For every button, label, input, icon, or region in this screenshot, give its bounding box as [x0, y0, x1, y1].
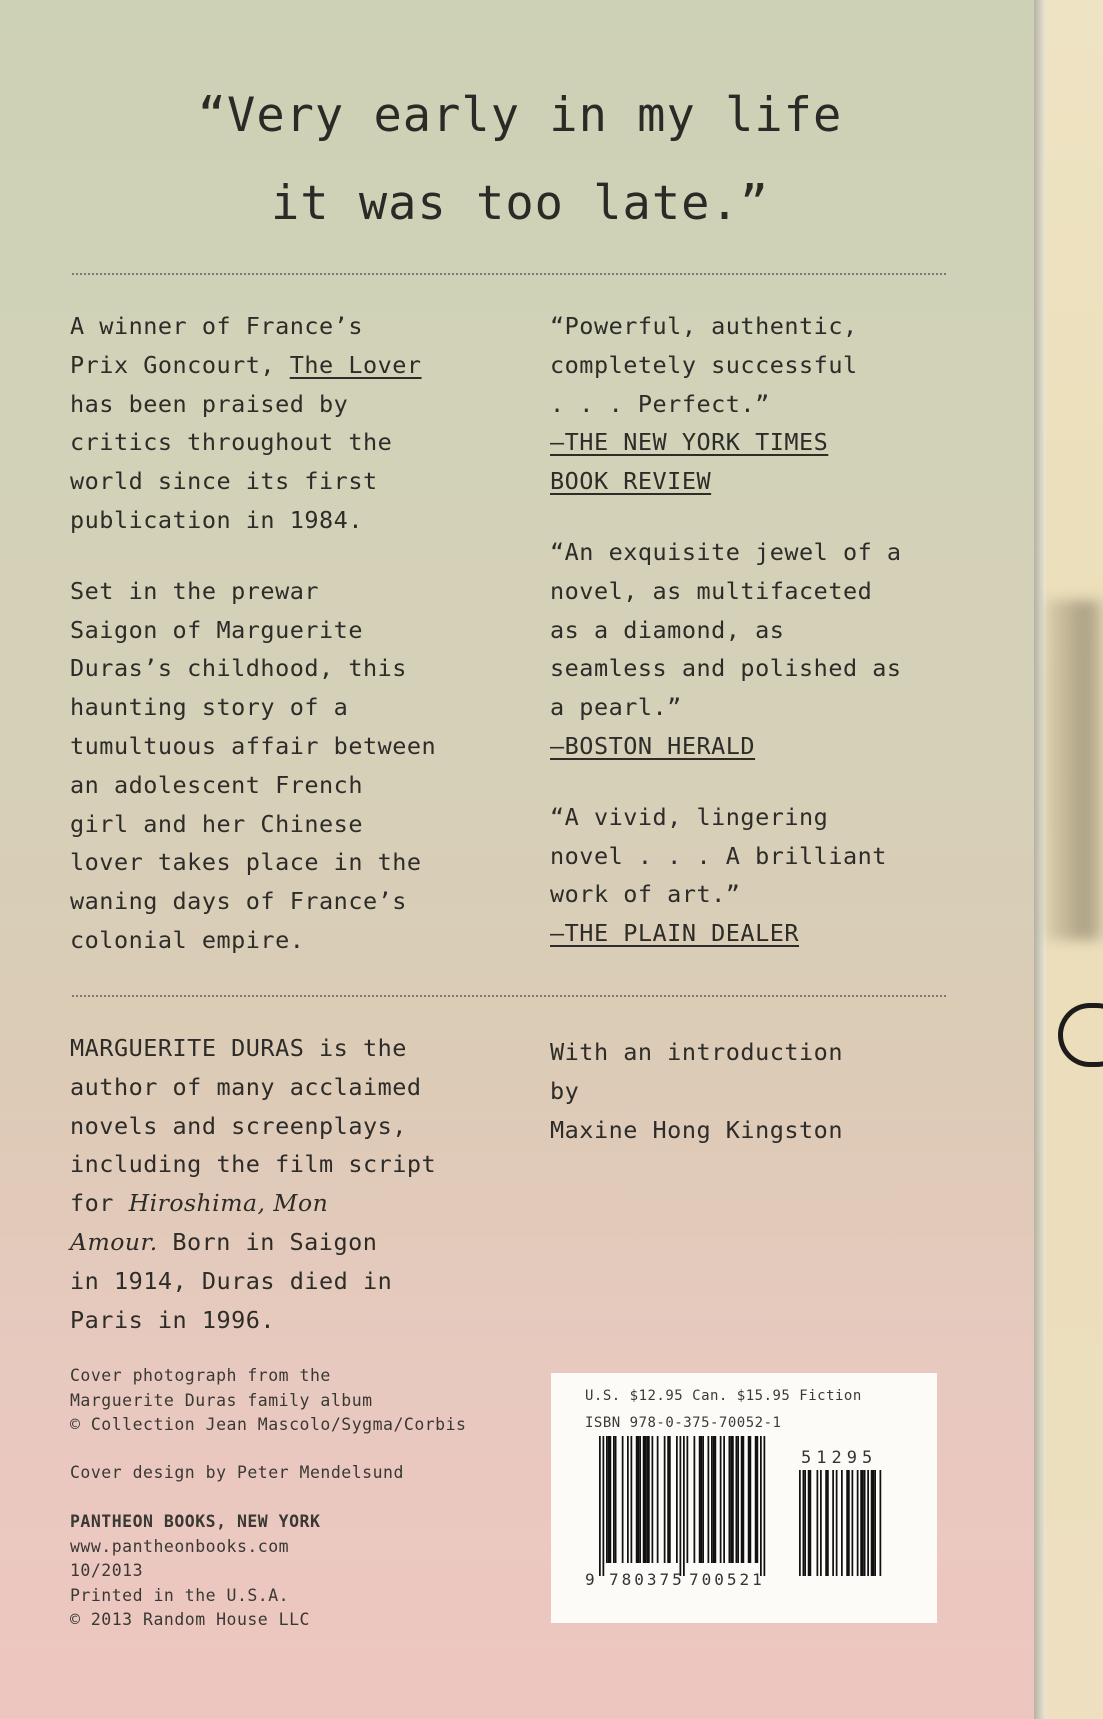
barcode-bar [599, 1436, 601, 1576]
review-nyt [550, 307, 902, 501]
headline-line-2: it was too late.” [270, 176, 770, 231]
barcode-bar [643, 1436, 645, 1563]
addon-bar [864, 1470, 866, 1576]
headline-line-1: “Very early in my life [197, 88, 843, 143]
addon-bar [803, 1470, 805, 1576]
barcode-bar [610, 1436, 612, 1563]
barcode-bar [750, 1436, 752, 1563]
barcode-bar [741, 1436, 743, 1563]
review-quotes [550, 307, 902, 985]
addon-bar [862, 1470, 864, 1576]
text-line: waning days of France’s [70, 887, 407, 916]
barcode-bar [694, 1436, 696, 1563]
addon-bar [827, 1470, 829, 1576]
print-date: 10/2013 [70, 1561, 144, 1580]
addon-bar [852, 1470, 854, 1576]
addon-bar [846, 1470, 848, 1576]
text-line: has been praised by [70, 389, 349, 418]
barcode-bar [737, 1436, 739, 1563]
text-line: Cover photograph from the [70, 1366, 331, 1385]
isbn-line: ISBN 978-0-375-70052-1 [585, 1415, 782, 1431]
text-line: Prix Goncourt, [70, 350, 290, 379]
addon-bar [860, 1470, 862, 1576]
barcode-bar [606, 1436, 608, 1563]
film-title: Amour. [70, 1227, 158, 1256]
barcode-bar [687, 1436, 689, 1563]
barcode-bar [732, 1436, 734, 1563]
addon-bar [836, 1470, 838, 1576]
addon-bar [808, 1470, 810, 1576]
addon-bar [867, 1470, 869, 1576]
barcode-bar [701, 1436, 703, 1563]
price-line: U.S. $12.95 Can. $15.95 Fiction [585, 1388, 862, 1404]
barcode-bar [723, 1436, 725, 1563]
barcode-graphic [551, 1373, 937, 1623]
addon-bar [804, 1470, 806, 1576]
text-line: in 1914, Duras died in [70, 1266, 393, 1295]
barcode-bar [639, 1436, 641, 1563]
review-source: —THE NEW YORK TIMES [550, 428, 829, 457]
book-title: The Lover [289, 350, 422, 379]
barcode-bar [615, 1436, 617, 1563]
barcode-bar [646, 1436, 648, 1563]
review-source: BOOK REVIEW [550, 467, 712, 496]
text-line: Born in Saigon [157, 1227, 378, 1256]
lead-digit: 9 [585, 1570, 595, 1589]
quote-line: novel, as multifaceted [550, 576, 873, 605]
barcode-bar [636, 1436, 638, 1563]
publisher-website: www.pantheonbooks.com [70, 1536, 290, 1556]
barcode-bar [667, 1436, 669, 1563]
text-line: Paris in 1996. [70, 1305, 276, 1334]
barcode-bar [708, 1436, 710, 1563]
design-credit: Cover design by Peter Mendelsund [70, 1463, 404, 1482]
addon-barcode-bars [799, 1470, 881, 1576]
barcode-bar [638, 1436, 640, 1563]
barcode-bar [713, 1436, 715, 1563]
page-edge-shadow [1046, 600, 1103, 940]
text-line: girl and her Chinese [70, 809, 363, 838]
text-line: lover takes place in the [70, 848, 422, 877]
text-line: colonial empire. [70, 925, 305, 954]
printed-in: Printed in the U.S.A. [70, 1585, 290, 1605]
copyright: © 2013 Random House LLC [70, 1610, 310, 1629]
barcode-bar [757, 1436, 759, 1563]
quote-line: a pearl.” [550, 693, 682, 722]
addon-bar [848, 1470, 850, 1576]
quote-line: “Powerful, authentic, [550, 312, 858, 340]
barcode-bar [764, 1436, 766, 1576]
text-line: Set in the prewar [70, 576, 320, 605]
barcode-bar [729, 1436, 731, 1563]
introduction-author: Maxine Hong Kingston [550, 1115, 843, 1144]
film-title: Hiroshima, Mon [128, 1189, 329, 1218]
barcode-bar [736, 1436, 738, 1563]
text-line: © Collection Jean Mascolo/Sygma/Corbis [70, 1415, 467, 1434]
barcode-bar [755, 1436, 757, 1563]
publisher-imprint [70, 1510, 320, 1633]
quote-line: novel . . . A brilliant [550, 841, 887, 870]
dotted-divider-top [72, 273, 946, 275]
addon-bar [817, 1470, 819, 1576]
text-line: publication in 1984. [70, 505, 363, 534]
barcode-bar [760, 1436, 762, 1576]
addon-bar [820, 1470, 822, 1576]
addon-bar [857, 1470, 859, 1576]
barcode-bar [631, 1436, 633, 1563]
barcode-digits-right: 700521 [689, 1570, 765, 1589]
barcode-bar [627, 1436, 629, 1563]
barcode-bar [699, 1436, 701, 1563]
barcode-bar [657, 1436, 659, 1563]
quote-line: seamless and polished as [550, 654, 902, 683]
review-source: —THE PLAIN DEALER [550, 919, 800, 948]
barcode-bar [622, 1436, 624, 1563]
barcode-panel [551, 1373, 937, 1623]
addon-bar [880, 1470, 882, 1576]
text-line: A winner of France’s [70, 312, 363, 340]
text-line: an adolescent French [70, 770, 363, 799]
description-paragraph-2 [70, 572, 436, 960]
barcode-bar [702, 1436, 704, 1563]
barcode-bar [648, 1436, 650, 1563]
barcode-bar [743, 1436, 745, 1563]
text-line: haunting story of a [70, 693, 349, 722]
barcode-bar [683, 1436, 685, 1576]
text-line: for [70, 1189, 129, 1218]
quote-line: work of art.” [550, 880, 741, 909]
introduction-credit [550, 1033, 843, 1149]
barcode-bar [652, 1436, 654, 1563]
text-line: novels and screenplays, [70, 1111, 407, 1140]
barcode-bar [608, 1436, 610, 1563]
quote-line: . . . Perfect.” [550, 389, 770, 418]
text-line: MARGUERITE DURAS is the [70, 1034, 407, 1062]
text-line: tumultuous affair between [70, 731, 437, 760]
addon-bar [832, 1470, 834, 1576]
addon-bar [810, 1470, 812, 1576]
text-line: world since its first [70, 467, 378, 496]
text-line: including the film script [70, 1150, 437, 1179]
addon-bar [799, 1470, 801, 1576]
text-line: critics throughout the [70, 428, 393, 457]
publisher-name: PANTHEON BOOKS, NEW YORK [70, 1512, 321, 1531]
barcode-bar [711, 1436, 713, 1563]
addon-bar [874, 1470, 876, 1576]
quote-line: “An exquisite jewel of a [550, 537, 902, 566]
photo-credits [70, 1364, 467, 1438]
text-line: by [550, 1076, 580, 1105]
text-line: Duras’s childhood, this [70, 654, 407, 683]
text-line: With an introduction [550, 1038, 843, 1066]
quote-line: as a diamond, as [550, 615, 785, 644]
barcode-bar [664, 1436, 666, 1563]
quote-line: completely successful [550, 350, 858, 379]
author-bio [70, 1029, 436, 1339]
main-barcode-bars [599, 1436, 765, 1576]
addon-bar [873, 1470, 875, 1576]
barcode-digits-left: 780375 [609, 1570, 685, 1589]
barcode-bar [613, 1436, 615, 1563]
review-boston-herald [550, 533, 902, 766]
addon-bar [825, 1470, 827, 1576]
barcode-bar [680, 1436, 682, 1576]
description-paragraph-1 [70, 307, 436, 540]
addon-digits: 51295 [801, 1448, 878, 1468]
text-line: Saigon of Marguerite [70, 615, 363, 644]
text-line: author of many acclaimed [70, 1072, 422, 1101]
text-line: Marguerite Duras family album [70, 1390, 373, 1410]
barcode-bar [748, 1436, 750, 1563]
barcode-bar [669, 1436, 671, 1563]
review-plain-dealer [550, 798, 902, 953]
dotted-divider-bottom [72, 995, 946, 997]
barcode-bar [603, 1436, 605, 1576]
barcode-bar [720, 1436, 722, 1563]
barcode-bar [645, 1436, 647, 1563]
book-description [70, 307, 436, 992]
barcode-bar [730, 1436, 732, 1563]
barcode-bar [676, 1436, 678, 1563]
addon-bar [841, 1470, 843, 1576]
quote-line: “A vivid, lingering [550, 802, 829, 831]
review-source: —BOSTON HERALD [550, 731, 756, 760]
barcode-bar [715, 1436, 717, 1563]
addon-bar [871, 1470, 873, 1576]
